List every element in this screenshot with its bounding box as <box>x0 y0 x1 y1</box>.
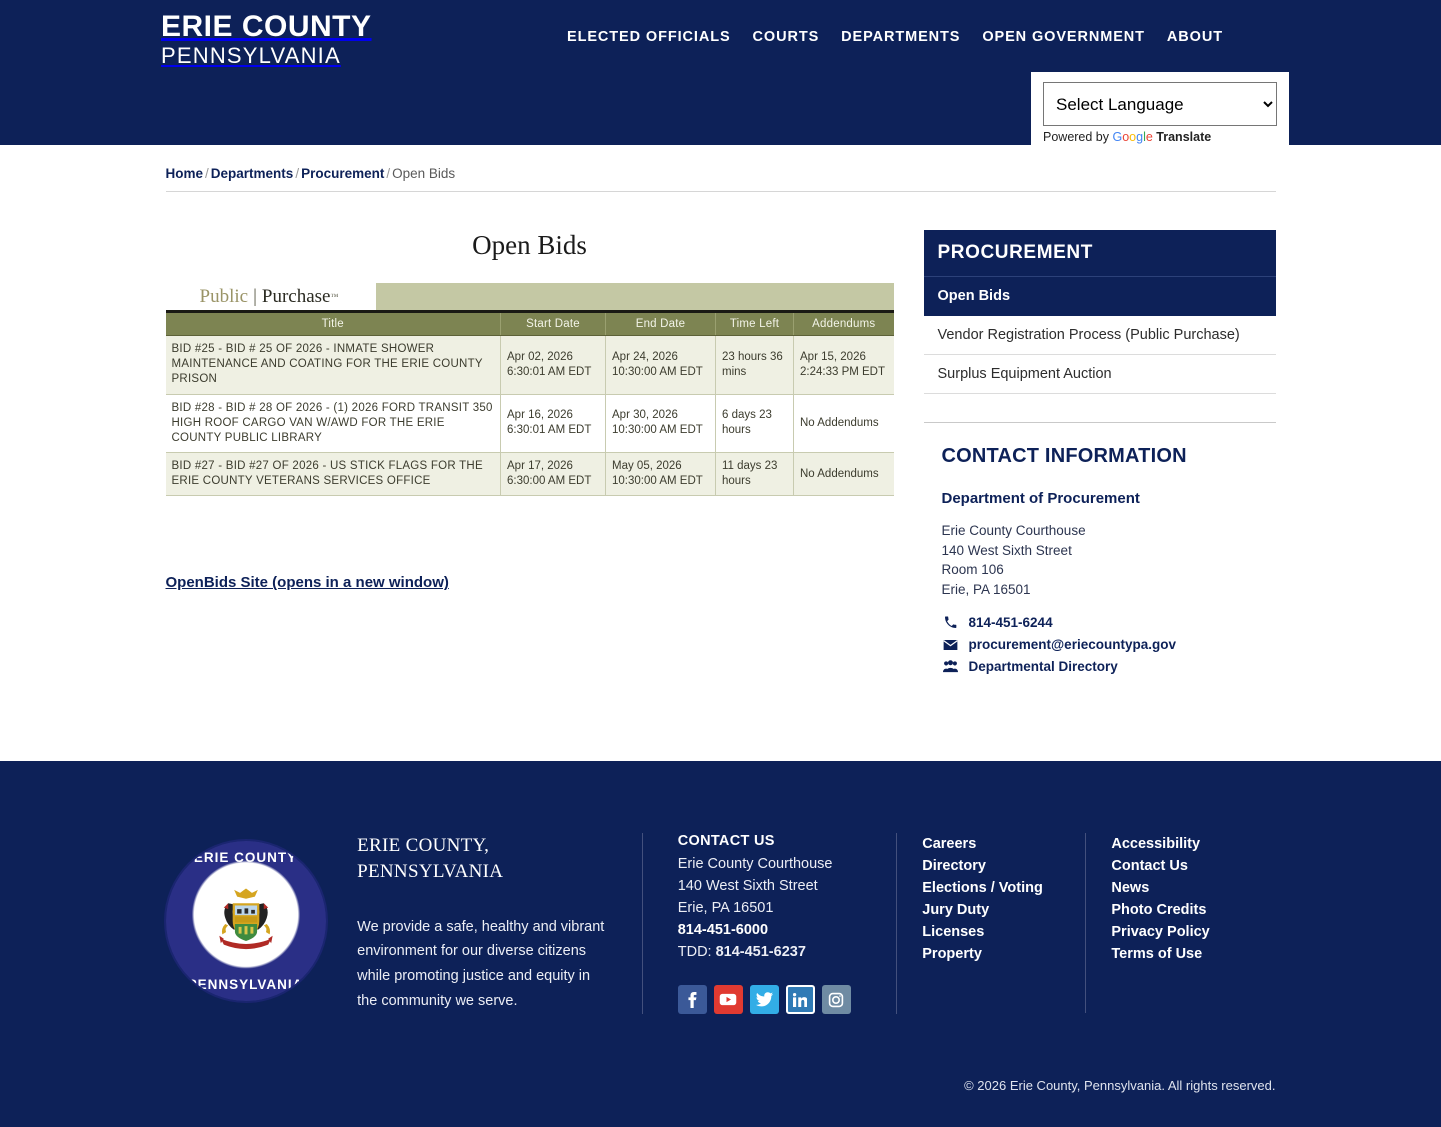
address-line-1: Erie County Courthouse <box>941 523 1086 538</box>
address-line-2: 140 West Sixth Street <box>941 542 1072 558</box>
footer-link-directory[interactable]: Directory <box>922 858 986 875</box>
public-purchase-banner <box>166 283 894 313</box>
bid-end-date: Apr 30, 2026 10:30:00 AM EDT <box>606 394 716 453</box>
breadcrumb-separator: / <box>205 166 209 181</box>
open-bids-table <box>166 313 894 496</box>
footer-link-news[interactable]: News <box>1111 880 1150 897</box>
envelope-icon <box>942 639 959 651</box>
trademark-symbol: ™ <box>330 292 339 301</box>
table-row[interactable] <box>166 453 894 496</box>
contact-address <box>942 521 1276 599</box>
bid-title[interactable]: BID #28 - BID # 28 OF 2026 - (1) 2026 FORD TRANSIT 350 HIGH ROOF CARGO VAN W/AWD FOR THE ERIE COUNTY PUBLIC LIBRARY <box>166 394 501 453</box>
footer-mission-statement: We provide a safe, healthy and vibrant environment for our diverse citizens while promoting justice and equity in the community we serve. <box>357 918 605 1010</box>
sidebar-item-surplus-auction[interactable]: Surplus Equipment Auction <box>924 355 1276 394</box>
linkedin-icon[interactable] <box>786 985 815 1014</box>
table-row[interactable] <box>166 336 894 395</box>
footer-contact-line-3: Erie, PA 16501 <box>677 900 774 917</box>
nav-item-open-government[interactable]: OPEN GOVERNMENT <box>982 29 1145 45</box>
public-purchase-word-purchase: Purchase <box>261 285 331 307</box>
footer-link-careers[interactable]: Careers <box>922 836 977 853</box>
erie-county-seal-icon <box>166 841 326 1001</box>
footer-contact-tdd-row <box>678 941 877 963</box>
footer-link-licenses[interactable]: Licenses <box>922 924 985 941</box>
footer-link-photo-credits[interactable]: Photo Credits <box>1111 902 1207 919</box>
public-purchase-banner-fill <box>376 283 894 310</box>
logo-primary-text: ERIE COUNTY <box>161 10 372 43</box>
contact-email-address[interactable]: procurement@eriecountypa.gov <box>968 637 1176 653</box>
footer-contact-heading: CONTACT US <box>677 833 775 850</box>
table-body <box>166 336 894 496</box>
instagram-icon[interactable] <box>822 985 851 1014</box>
bid-start-date: Apr 17, 2026 6:30:00 AM EDT <box>501 453 606 496</box>
contact-phone-number[interactable]: 814-451-6244 <box>968 615 1053 631</box>
breadcrumb-item-current: Open Bids <box>392 166 456 181</box>
footer-link-property[interactable]: Property <box>922 946 982 963</box>
bid-time-left: 11 days 23 hours <box>716 453 794 496</box>
google-wordmark: Google <box>1112 130 1153 144</box>
footer-title-line2: PENNSYLVANIA <box>357 860 504 882</box>
public-purchase-word-public: Public <box>199 285 249 307</box>
bid-time-left: 6 days 23 hours <box>716 394 794 453</box>
translate-word: Translate <box>1156 130 1212 144</box>
footer-link-accessibility[interactable]: Accessibility <box>1111 836 1201 853</box>
nav-item-departments[interactable]: DEPARTMENTS <box>841 29 961 45</box>
sidebar-item-open-bids[interactable]: Open Bids <box>924 277 1276 316</box>
footer-contact-phone[interactable]: 814-451-6000 <box>677 922 769 939</box>
contact-email-row <box>942 637 1276 652</box>
footer-link-terms-of-use[interactable]: Terms of Use <box>1111 946 1203 963</box>
bid-addendums: No Addendums <box>794 453 894 496</box>
contact-directory-row <box>942 659 1276 674</box>
footer-mission-column <box>357 833 643 1014</box>
column-header-title[interactable]: Title <box>166 313 501 336</box>
breadcrumb-separator: / <box>295 166 300 181</box>
bid-start-date: Apr 02, 2026 6:30:01 AM EDT <box>501 336 606 395</box>
breadcrumb-item-departments[interactable]: Departments <box>210 166 294 181</box>
logo-secondary-text: PENNSYLVANIA <box>161 43 341 68</box>
primary-navigation <box>556 29 1234 45</box>
footer-tdd-label: TDD: <box>677 944 716 961</box>
breadcrumb-region <box>0 145 1441 192</box>
footer-title-line1: ERIE COUNTY, <box>357 835 490 857</box>
seal-top-text: ERIE COUNTY <box>193 850 298 866</box>
breadcrumb-item-procurement[interactable]: Procurement <box>301 166 385 181</box>
footer-tdd-number[interactable]: 814-451-6237 <box>715 944 806 961</box>
bid-time-left: 23 hours 36 mins <box>716 336 794 395</box>
sidebar <box>924 230 1276 681</box>
people-group-icon <box>942 660 959 673</box>
sidebar-divider <box>924 422 1276 423</box>
column-header-addendums[interactable]: Addendums <box>794 313 894 336</box>
seal-bottom-text: PENNSYLVANIA <box>187 977 304 993</box>
main-content <box>166 230 894 681</box>
pennsylvania-coat-of-arms-icon <box>209 884 283 958</box>
breadcrumb <box>166 166 1276 192</box>
address-line-4: Erie, PA 16501 <box>941 581 1031 597</box>
footer-contact-line-1: Erie County Courthouse <box>677 856 833 873</box>
footer-links-column-2 <box>1086 833 1275 1013</box>
footer-contact-column <box>643 833 898 1014</box>
column-header-time-left[interactable]: Time Left <box>716 313 794 336</box>
social-links <box>678 985 877 1014</box>
contact-departmental-directory-link[interactable]: Departmental Directory <box>968 659 1118 675</box>
bid-start-date: Apr 16, 2026 6:30:01 AM EDT <box>501 394 606 453</box>
site-footer <box>0 761 1441 1127</box>
site-logo[interactable] <box>161 12 372 67</box>
table-header-row <box>166 313 894 336</box>
table-row[interactable] <box>166 394 894 453</box>
footer-link-contact-us[interactable]: Contact Us <box>1111 858 1188 875</box>
openbids-site-link[interactable]: OpenBids Site (opens in a new window) <box>165 574 449 592</box>
nav-item-about[interactable]: ABOUT <box>1166 29 1223 45</box>
breadcrumb-item-home[interactable]: Home <box>165 166 204 181</box>
nav-item-courts[interactable]: COURTS <box>752 29 820 45</box>
contact-methods <box>942 615 1276 674</box>
sidebar-panel-title: PROCUREMENT <box>924 230 1276 277</box>
bid-title[interactable]: BID #25 - BID # 25 OF 2026 - INMATE SHOWER MAINTENANCE AND COATING FOR THE ERIE COUNTY PRISON <box>166 336 501 395</box>
powered-by-google-translate <box>1043 130 1277 144</box>
youtube-icon[interactable] <box>714 985 743 1014</box>
nav-item-elected-officials[interactable]: ELECTED OFFICIALS <box>567 29 731 45</box>
google-translate-widget <box>1031 72 1289 148</box>
bid-title[interactable]: BID #27 - BID #27 OF 2026 - US STICK FLAGS FOR THE ERIE COUNTY VETERANS SERVICES OFFICE <box>166 453 501 496</box>
contact-information-heading: CONTACT INFORMATION <box>941 445 1187 467</box>
table-header <box>166 313 894 336</box>
copyright-notice: © 2026 Erie County, Pennsylvania. All rights reserved. <box>964 1078 1276 1094</box>
page-body <box>166 192 1276 761</box>
facebook-icon[interactable] <box>678 985 707 1014</box>
public-purchase-divider: | <box>253 285 257 307</box>
powered-by-text: Powered by <box>1043 130 1113 144</box>
page-title: Open Bids <box>472 230 587 260</box>
footer-contact-line-2: 140 West Sixth Street <box>677 878 818 895</box>
public-purchase-logo <box>166 283 376 310</box>
footer-title <box>357 833 608 884</box>
footer-link-privacy-policy[interactable]: Privacy Policy <box>1111 924 1210 941</box>
footer-seal-column <box>166 833 358 1001</box>
footer-link-jury-duty[interactable]: Jury Duty <box>922 902 990 919</box>
breadcrumb-separator: / <box>386 166 391 181</box>
footer-links-column-1 <box>897 833 1086 1013</box>
column-header-end-date[interactable]: End Date <box>606 313 716 336</box>
twitter-icon[interactable] <box>750 985 779 1014</box>
column-header-start-date[interactable]: Start Date <box>501 313 606 336</box>
contact-department-name: Department of Procurement <box>941 490 1140 507</box>
site-header <box>0 0 1441 145</box>
footer-inner <box>166 833 1276 1014</box>
footer-link-elections-voting[interactable]: Elections / Voting <box>922 880 1043 897</box>
address-line-3: Room 106 <box>941 562 1004 578</box>
contact-phone-row <box>942 615 1276 630</box>
sidebar-item-vendor-registration[interactable]: Vendor Registration Process (Public Purchase) <box>924 316 1276 355</box>
bid-end-date: May 05, 2026 10:30:00 AM EDT <box>606 453 716 496</box>
phone-icon <box>942 616 959 629</box>
bid-addendums: Apr 15, 2026 2:24:33 PM EDT <box>794 336 894 395</box>
language-select[interactable] <box>1043 82 1277 126</box>
openbids-link-container <box>166 574 894 592</box>
bid-end-date: Apr 24, 2026 10:30:00 AM EDT <box>606 336 716 395</box>
bid-addendums: No Addendums <box>794 394 894 453</box>
